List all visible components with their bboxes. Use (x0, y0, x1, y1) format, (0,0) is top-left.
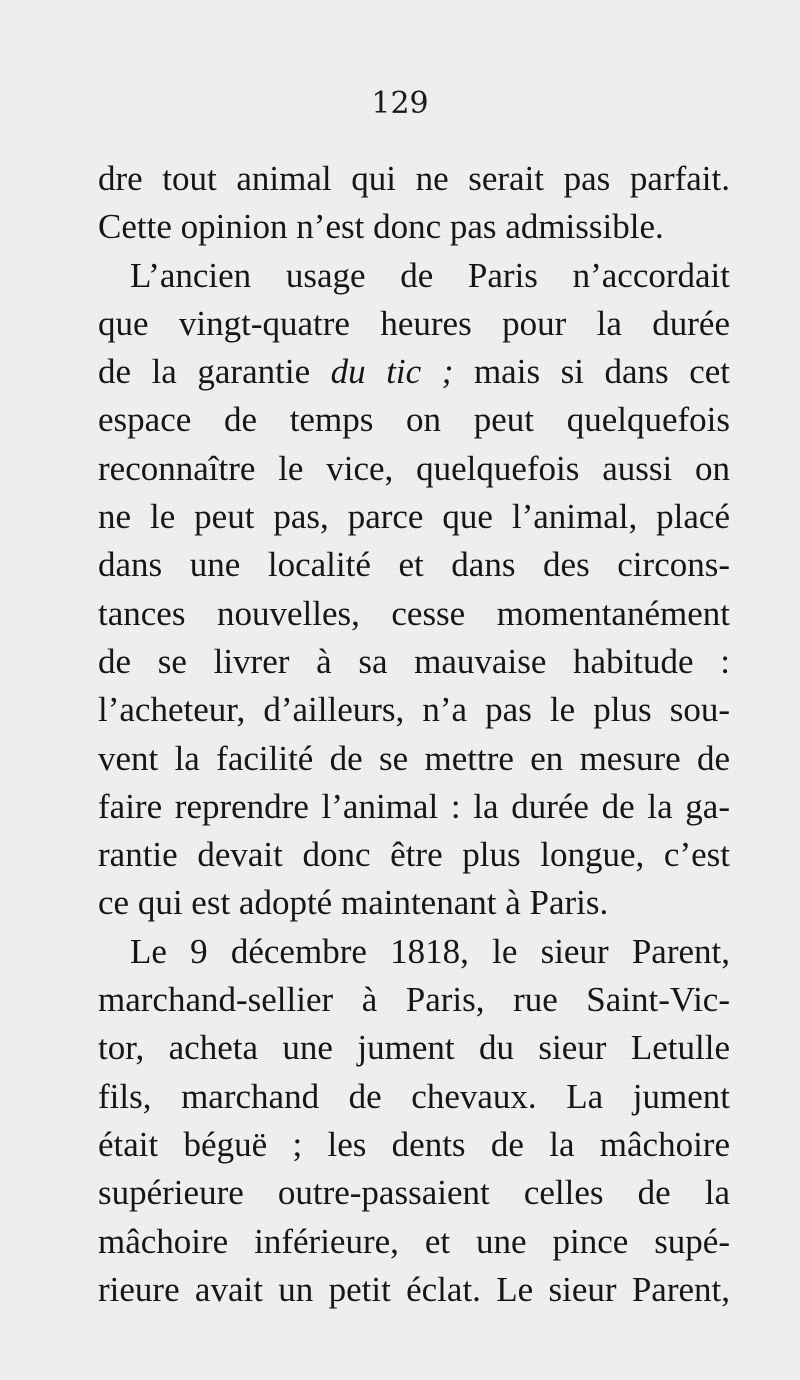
italic-term: du tic ; (330, 352, 454, 392)
page-number: 129 (371, 86, 429, 121)
text-line: ce qui est adopté maintenant à Paris. (98, 883, 609, 923)
text-line: dans une localité et dans des circons- (98, 545, 730, 585)
text-line: rieure avait un petit éclat. Le sieur Parent, (98, 1269, 730, 1309)
text-line: espace de temps on peut quelquefois (98, 400, 730, 440)
text-line: L’ancien usage de Paris n’accordait (130, 255, 730, 295)
text-line: était béguë ; les dents de la mâchoire (98, 1124, 730, 1164)
text-line: tor, acheta une jument du sieur Letulle (98, 1028, 730, 1068)
text-line: vent la facilité de se mettre en mesure de (98, 738, 730, 778)
text-line: Cette opinion n’est donc pas admissible. (98, 207, 664, 247)
text-line (98, 348, 730, 396)
text-line: Le 9 décembre 1818, le sieur Parent, (130, 931, 730, 971)
text-line: faire reprendre l’animal : la durée de la ga- (98, 786, 730, 826)
text-line: reconnaître le vice, quelquefois aussi on (98, 448, 730, 488)
text-segment: mais si dans cet (453, 352, 730, 392)
text-line: marchand-sellier à Paris, rue Saint-Vic- (98, 980, 730, 1020)
text-line: tances nouvelles, cesse momentanément (98, 593, 730, 633)
text-line: supérieure outre-passaient celles de la (98, 1173, 730, 1213)
text-line: fils, marchand de chevaux. La jument (98, 1076, 730, 1116)
body-text (98, 155, 730, 1314)
text-line: que vingt-quatre heures pour la durée (98, 303, 730, 343)
text-line: mâchoire inférieure, et une pince supé- (98, 1221, 730, 1261)
text-line: de se livrer à sa mauvaise habitude : (98, 641, 730, 681)
text-line: l’acheteur, d’ailleurs, n’a pas le plus sou- (98, 690, 730, 730)
text-segment: de la garantie (98, 352, 331, 392)
text-line: rantie devait donc être plus longue, c’est (98, 835, 730, 875)
text-line: ne le peut pas, parce que l’animal, placé (98, 497, 730, 537)
text-line: dre tout animal qui ne serait pas parfait. (98, 159, 730, 198)
